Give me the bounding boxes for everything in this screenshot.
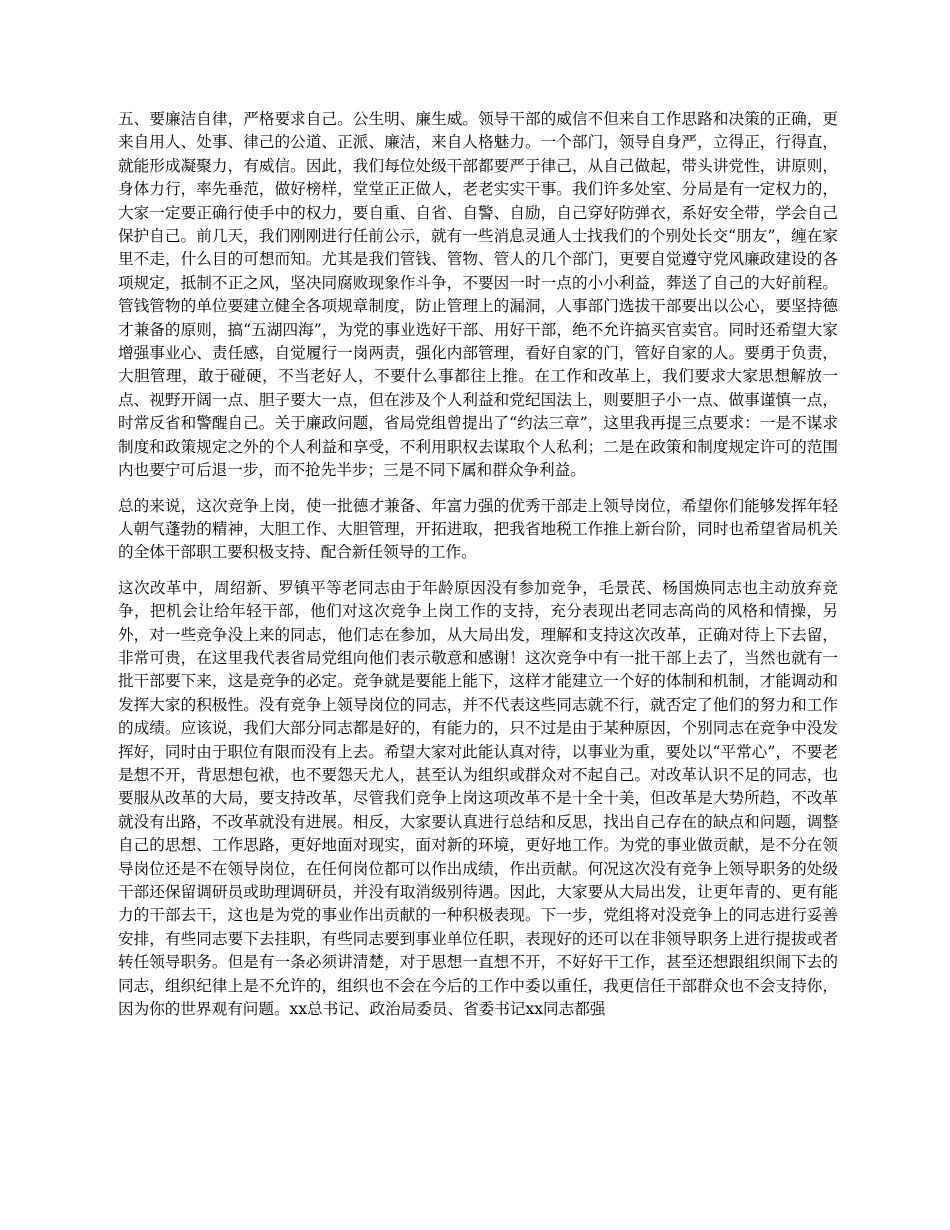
document-body xyxy=(118,108,838,1033)
paragraph-reform: 这次改革中，周绍新、罗镇平等老同志由于年龄原因没有参加竞争，毛景芪、杨国焕同志也主动放弃竞争，把机会让给年轻干部，他们对这次竞争上岗工作的支持，充分表现出老同志高尚的风格和情操，另外，对一些竞争没上来的同志，他们志在参加，从大局出发，理解和支持这次改革，正确对待上下去留，非常可贵，在这里我代表省局党组向他们表示敬意和感谢！这次竞争中有一批干部上去了，当然也就有一批干部要下来，这是竞争的必定。竞争就是要能上能下，这样才能建立一个好的体制和机制，才能调动和发挥大家的积极性。没有竞争上领导岗位的同志，并不代表这些同志就不行，就否定了他们的努力和工作的成绩。应该说，我们大部分同志都是好的，有能力的，只不过是由于某种原因，个别同志在竞争中没发挥好，同时由于职位有限而没有上去。希望大家对此能认真对待，以事业为重，要处以“平常心”，不要老是想不开，背思想包袱，也不要怨天尤人，甚至认为组织或群众对不起自己。对改革认识不足的同志，也要服从改革的大局，要支持改革，尽管我们竞争上岗这项改革不是十全十美，但改革是大势所趋，不改革就没有出路，不改革就没有进展。相反，大家要认真进行总结和反思，找出自己存在的缺点和问题，调整自己的思想、工作思路，更好地面对现实，面对新的环境，更好地工作。为党的事业做贡献，是不分在领导岗位还是不在领导岗位，在任何岗位都可以作出成绩，作出贡献。何况这次没有竞争上领导职务的处级干部还保留调研员或助理调研员，并没有取消级别待遇。因此，大家要从大局出发，让更年青的、更有能力的干部去干，这也是为党的事业作出贡献的一种积极表现。下一步，党组将对没竞争上的同志进行妥善安排，有些同志要下去挂职，有些同志要到事业单位任职，表现好的还可以在非领导职务上进行提拔或者转任领导职务。但是有一条必须讲清楚，对于思想一直想不开，不好好干工作，甚至还想跟组织闹下去的同志，组织纪律上是不允许的，组织也不会在今后的工作中委以重任，我更信任干部群众也不会支持你，因为你的世界观有问题。xx总书记、政治局委员、省委书记xx同志都强 xyxy=(118,578,838,1019)
paragraph-integrity: 五、要廉洁自律，严格要求自己。公生明、廉生威。领导干部的威信不但来自工作思路和决策的正确，更来自用人、处事、律己的公道、正派、廉洁，来自人格魅力。一个部门，领导自身严，立得正，行得直，就能形成凝聚力，有威信。因此，我们每位处级干部都要严于律己，从自己做起，带头讲党性，讲原则，身体力行，率先垂范，做好榜样，堂堂正正做人，老老实实干事。我们许多处室、分局是有一定权力的，大家一定要正确行使手中的权力，要自重、自省、自警、自励，自己穿好防弹衣，系好安全带，学会自己保护自己。前几天，我们刚刚进行任前公示，就有一些消息灵通人士找我们的个别处长交“朋友”，缠在家里不走，什么目的可想而知。尤其是我们管钱、管物、管人的几个部门，更要自觉遵守党风廉政建设的各项规定，抵制不正之风，坚决同腐败现象作斗争，不要因一时一点的小小利益，葬送了自己的大好前程。管钱管物的单位要建立健全各项规章制度，防止管理上的漏洞，人事部门选拔干部要出以公心，要坚持德才兼备的原则，搞“五湖四海”，为党的事业选好干部、用好干部，绝不允许搞买官卖官。同时还希望大家增强事业心、责任感，自觉履行一岗两责，强化内部管理，看好自家的门，管好自家的人。要勇于负责，大胆管理，敢于碰硬，不当老好人，不要什么事都往上推。在工作和改革上，我们要求大家思想解放一点、视野开阔一点、胆子要大一点，但在涉及个人利益和党纪国法上，则要胆子小一点、做事谨慎一点，时常反省和警醒自己。关于廉政问题，省局党组曾提出了“约法三章”，这里我再提三点要求：一是不谋求制度和政策规定之外的个人利益和享受，不利用职权去谋取个人私利；二是在政策和制度规定许可的范围内也要宁可后退一步，而不抢先半步；三是不同下属和群众争利益。 xyxy=(118,110,838,480)
paragraph-summary: 总的来说，这次竞争上岗，使一批德才兼备、年富力强的优秀干部走上领导岗位，希望你们能够发挥年轻人朝气蓬勃的精神，大胆工作、大胆管理，开拓进取，把我省地税工作推上新台阶，同时也希望省局机关的全体干部职工要积极支持、配合新任领导的工作。 xyxy=(118,496,838,562)
